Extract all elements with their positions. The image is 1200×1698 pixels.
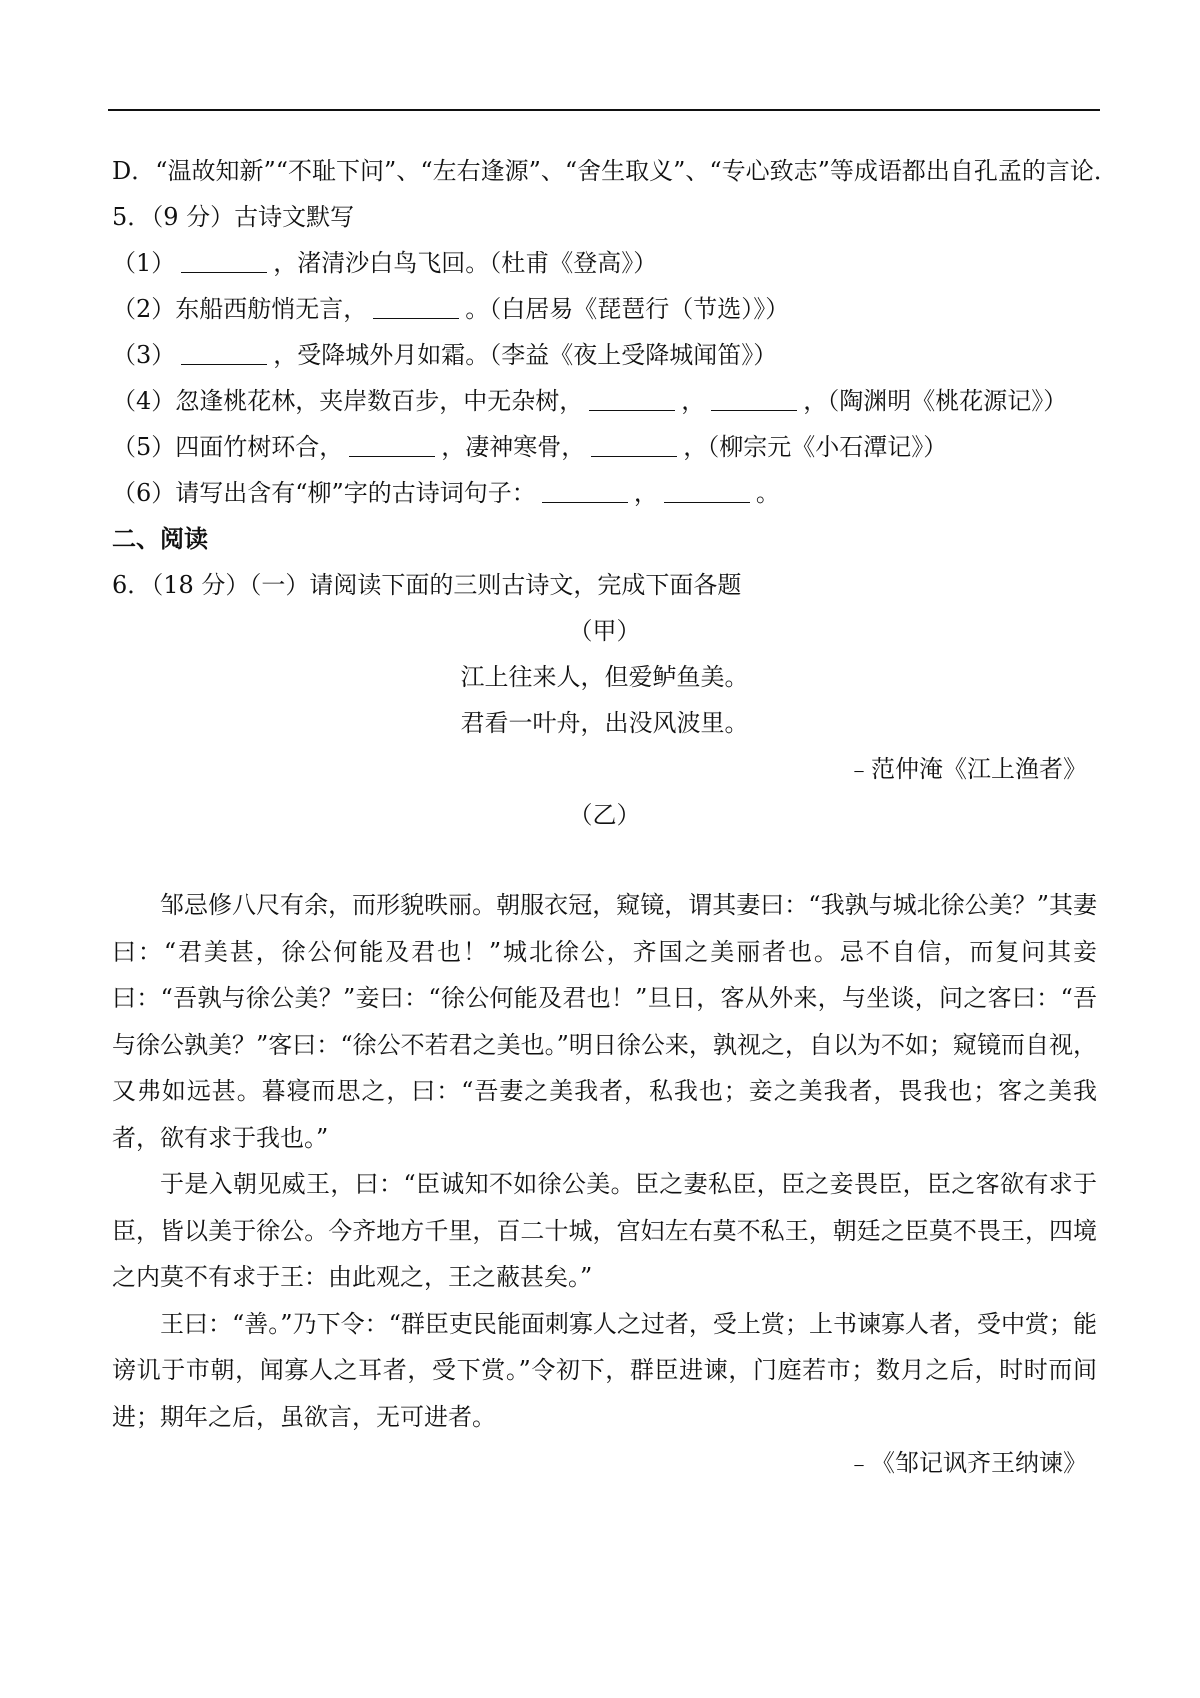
question-5-item-4 [112, 378, 1097, 424]
question-5-item-5 [112, 424, 1097, 470]
spacer [112, 838, 1097, 882]
item-text: （3） [112, 341, 176, 369]
answer-blank[interactable] [664, 472, 750, 503]
item-text: （6）请写出含有“柳”字的古诗词句子： [112, 479, 536, 507]
question-5-item-6 [112, 470, 1097, 516]
item-text: ，受降城外月如霜。（李益《夜上受降城闻笛》） [273, 341, 778, 369]
answer-blank[interactable] [591, 426, 677, 457]
answer-blank[interactable] [349, 426, 435, 457]
poem-line-2: 君看一叶舟，出没风波里。 [460, 709, 749, 737]
item-text: （5）四面竹树环合， [112, 433, 344, 461]
label-jia: （甲） [568, 617, 641, 645]
item-text: ，（柳宗元《小石潭记》） [683, 433, 948, 461]
item-text: ， [681, 387, 706, 415]
prose-paragraph-1: 邹忌修八尺有余，而形貌昳丽。朝服衣冠，窥镜，谓其妻曰：“我孰与城北徐公美？”其妻曰：“君美甚，徐公何能及君也！”城北徐公，齐国之美丽者也。忌不自信，而复问其妾曰：“吾孰与徐公美？”妾曰：“徐公何能及君也！”旦日，客从外来，与坐谈，问之客曰：“吾与徐公孰美？”客曰：“徐公不若君之美也。”明日徐公来，孰视之，自以为不如；窥镜而自视，又弗如远甚。暮寝而思之，曰：“吾妻之美我者，私我也；妾之美我者，畏我也；客之美我者，欲有求于我也。” [112, 891, 1097, 1152]
question-5-item-1 [112, 240, 1097, 286]
item-text: ，凄神寒骨， [441, 433, 586, 461]
poem-source: ﹣范仲淹《江上渔者》 [847, 755, 1087, 783]
item-text: ，（陶渊明《桃花源记》） [803, 387, 1068, 415]
item-text: 。（白居易《琵琶行（节选）》） [465, 295, 790, 323]
prose-paragraph-3: 王曰：“善。”乃下令：“群臣吏民能面刺寡人之过者，受上赏；上书谏寡人者，受中赏；能谤讥于市朝，闻寡人之耳者，受下赏。”令初下，群臣进谏，门庭若市；数月之后，时时而间进；期年之后，虽欲言，无可进者。 [112, 1309, 1097, 1431]
poem-line-1: 江上往来人，但爱鲈鱼美。 [460, 663, 749, 691]
answer-blank[interactable] [589, 380, 675, 411]
answer-blank[interactable] [373, 288, 459, 319]
top-rule [108, 109, 1100, 111]
item-text: （2）东船西舫悄无言， [112, 295, 368, 323]
label-yi: （乙） [568, 801, 641, 829]
answer-blank[interactable] [711, 380, 797, 411]
page-content [112, 148, 1118, 1486]
section-reading-heading: 二、阅读 [112, 524, 208, 553]
item-text: （1） [112, 249, 176, 277]
item-text: ，渚清沙白鸟飞回。（杜甫《登高》） [273, 249, 658, 277]
question-5-item-2 [112, 286, 1097, 332]
option-d: D．“温故知新”“不耻下问”、“左右逢源”、“舍生取义”、“专心致志”等成语都出自孔孟的言论． [112, 157, 1118, 185]
item-text: 。 [755, 479, 780, 507]
answer-blank[interactable] [542, 472, 628, 503]
prose-paragraph-2: 于是入朝见威王，曰：“臣诚知不如徐公美。臣之妻私臣，臣之妾畏臣，臣之客欲有求于臣，皆以美于徐公。今齐地方千里，百二十城，宫妇左右莫不私王，朝廷之臣莫不畏王，四境之内莫不有求于王：由此观之，王之蔽甚矣。” [112, 1170, 1097, 1291]
question-5-title: 5．（9 分）古诗文默写 [112, 203, 355, 231]
answer-blank[interactable] [181, 242, 267, 273]
prose-source: ﹣《邹记讽齐王纳谏》 [847, 1449, 1087, 1477]
answer-blank[interactable] [181, 334, 267, 365]
question-6-title: 6．（18 分）（一）请阅读下面的三则古诗文，完成下面各题 [112, 571, 742, 599]
item-text: （4）忽逢桃花林，夹岸数百步，中无杂树， [112, 387, 584, 415]
question-5-item-3 [112, 332, 1097, 378]
item-text: ， [633, 479, 658, 507]
